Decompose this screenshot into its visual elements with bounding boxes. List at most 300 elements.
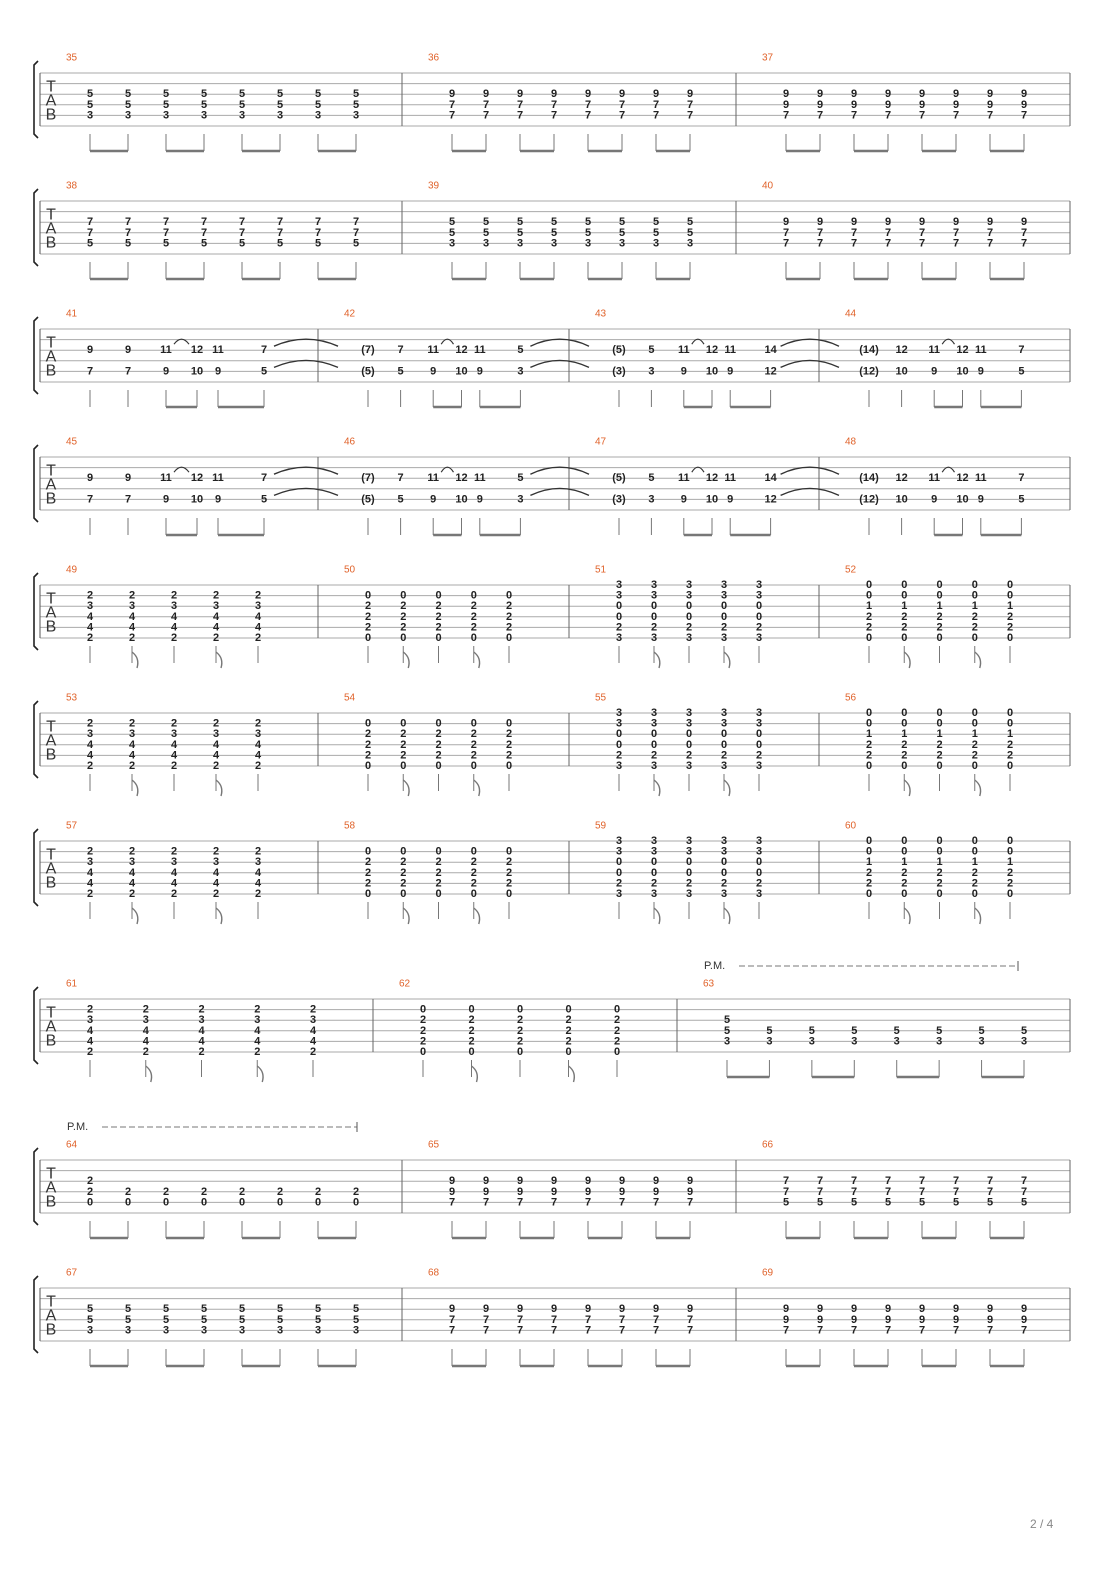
fret-number: 5 [618,226,626,239]
fret-number: 2 [254,1003,261,1016]
fret-number: 5 [238,88,246,101]
fret-number: 5 [550,216,558,229]
fret-number: 4 [254,866,262,879]
fret-number: 2 [128,632,136,644]
fret-number: 5 [686,226,694,239]
fret-number: 4 [142,1035,149,1048]
fret-number: 1 [865,600,873,613]
fret-number: 5 [276,237,284,250]
fret-number: 3 [936,1035,943,1048]
fret-number: 3 [550,237,558,250]
fret-number: 2 [400,856,407,869]
fret-number: 2 [124,1185,132,1198]
bar-number: 54 [344,692,356,704]
fret-number: 9 [884,1303,892,1316]
fret-number: 0 [936,835,943,847]
fret-number: 5 [1020,1024,1028,1037]
system-bracket [34,573,38,650]
fret-number: 3 [212,856,220,869]
fret-number: 5 [352,98,360,111]
fret-number: 7 [918,1175,926,1188]
fret-number: 7 [260,472,268,485]
fret-number: 7 [516,1196,524,1209]
fret-number: 3 [755,717,763,730]
fret-number: 3 [86,1324,94,1337]
fret-number: 3 [685,717,693,730]
tab-clef-letter: A [45,1307,57,1325]
fret-number: 0 [435,888,442,900]
tab-system [34,693,1070,797]
fret-number: 9 [1020,88,1028,101]
fret-number: 7 [952,237,960,250]
fret-number: 0 [865,717,873,730]
fret-number: 7 [516,98,524,111]
fret-number: 3 [162,1324,170,1337]
fret-number: 0 [613,1003,621,1016]
fret-number: 2 [505,728,513,741]
fret-number: 0 [470,845,477,858]
fret-number: 10 [190,493,204,506]
fret-number: 2 [470,856,477,869]
fret-number: 7 [686,109,694,122]
fret-number: 7 [550,1196,558,1209]
fret-number: 2 [516,1035,524,1048]
fret-number: 2 [435,610,442,623]
fret-number: 2 [400,866,407,879]
fret-number: 7 [816,1175,824,1188]
bar-number: 52 [845,564,857,576]
fret-number: 9 [550,1175,558,1188]
fret-number: 2 [212,589,220,602]
bar-number: 50 [344,564,356,576]
fret-number: 2 [936,610,943,623]
fret-number: 0 [615,728,623,741]
note-flag [132,652,138,668]
fret-number: 11 [212,472,224,485]
fret-number: 1 [971,600,978,613]
fret-number: 2 [936,738,943,751]
fret-number: 5 [124,88,132,101]
fret-number: 5 [584,216,592,229]
fret-number: 0 [865,707,873,719]
system-bracket [34,445,38,522]
fret-number: 2 [435,856,442,869]
fret-number: 0 [901,707,908,719]
fret-number: 5 [918,1196,926,1209]
fret-number: 2 [128,888,136,900]
fret-number: 2 [142,1046,149,1058]
bar-number: 65 [428,1139,440,1151]
fret-number: 5 [978,1024,985,1037]
fret-number: 4 [254,1035,261,1048]
fret-number: 3 [212,728,220,741]
fret-number: 7 [986,1175,994,1188]
bar-number: 45 [66,436,78,448]
fret-number: 4 [86,877,94,890]
fret-number: 7 [952,1324,960,1337]
fret-number: 5 [238,237,246,250]
fret-number: 9 [850,1303,858,1316]
fret-number: 3 [755,589,763,602]
note-flag [724,652,730,668]
fret-number: 3 [685,589,693,602]
fret-number: 9 [124,344,132,357]
fret-number: 7 [584,109,592,122]
fret-number: 3 [685,579,693,591]
tie [274,360,338,367]
fret-number: 9 [482,1175,490,1188]
fret-number: 7 [200,216,208,229]
fret-number: 7 [686,1196,694,1209]
fret-number: (12) [859,493,879,506]
fret-number: 11 [974,472,987,485]
fret-number: 0 [865,835,873,847]
fret-number: 0 [276,1196,284,1209]
fret-number: 7 [782,109,790,122]
fret-number: 9 [1020,1313,1028,1326]
palm-mute-label: P.M. [704,960,726,972]
fret-number: 4 [254,738,262,751]
fret-number: 0 [936,845,943,858]
fret-number: 7 [162,216,170,229]
fret-number: 3 [650,888,658,900]
fret-number: 2 [364,738,372,751]
fret-number: 5 [482,216,490,229]
fret-number: 3 [124,1324,132,1337]
fret-number: 5 [314,98,322,111]
fret-number: 7 [618,1324,626,1337]
fret-number: 11 [160,472,172,485]
fret-number: 9 [986,88,994,101]
fret-number: 7 [516,1324,524,1337]
tab-clef-letter: B [45,1032,57,1050]
fret-number: 5 [314,1313,322,1326]
fret-number: 7 [1020,1175,1028,1188]
fret-number: 4 [254,621,262,634]
fret-number: 9 [952,216,960,229]
fret-number: 0 [470,717,477,730]
note-flag [474,908,480,924]
fret-number: 0 [505,589,513,602]
system-bracket [34,987,38,1064]
fret-number: 0 [615,610,623,623]
tab-system [34,437,1070,536]
fret-number: 9 [448,1303,456,1316]
bar-number: 51 [595,564,607,576]
bar-number: 66 [762,1139,774,1151]
fret-number: 5 [516,216,524,229]
fret-number: 7 [884,1175,892,1188]
fret-number: 2 [435,866,442,879]
tab-clef-letter: A [45,220,57,238]
fret-number: 0 [720,600,728,613]
fret-number: 9 [952,98,960,111]
fret-number: 4 [170,610,178,623]
fret-number: 7 [884,1185,892,1198]
fret-number: 0 [1006,589,1014,602]
fret-number: 1 [936,856,943,869]
fret-number: 7 [584,1324,592,1337]
fret-number: 4 [86,1035,94,1048]
fret-number: 2 [505,877,513,890]
fret-number: 9 [516,1175,524,1188]
fret-number: 3 [448,237,456,250]
fret-number: 3 [212,600,220,613]
fret-number: 9 [618,88,626,101]
note-flag [474,652,480,668]
fret-number: 9 [727,493,734,506]
fret-number: 7 [782,1185,790,1198]
fret-number: 9 [584,1185,592,1198]
fret-number: 3 [352,1324,360,1337]
fret-number: 1 [901,600,908,613]
bar-number: 38 [66,180,78,192]
fret-number: (5) [361,493,375,506]
fret-number: 7 [550,1313,558,1326]
fret-number: 0 [685,738,693,751]
bar-number: 35 [66,52,78,64]
fret-number: 0 [468,1003,475,1016]
fret-number: 0 [516,1046,524,1058]
note-flag [132,780,138,796]
fret-number: 2 [505,600,513,613]
note-flag [474,780,480,796]
fret-number: 5 [86,1313,94,1326]
tab-clef-letter: T [46,1165,56,1183]
fret-number: 9 [430,365,437,378]
fret-number: 0 [615,600,623,613]
fret-number: 7 [124,216,132,229]
fret-number: 0 [971,760,978,772]
note-flag [904,652,910,668]
fret-number: 0 [685,856,693,869]
note-flag [975,780,981,796]
fret-number: 10 [956,493,969,506]
fret-number: 2 [470,738,477,751]
fret-number: 9 [652,1175,660,1188]
fret-number: 7 [816,237,824,250]
fret-number: 3 [314,1324,322,1337]
note-flag [216,908,222,924]
fret-number: 2 [419,1014,427,1027]
fret-number: 7 [652,109,660,122]
fret-number: 9 [584,88,592,101]
fret-number: 2 [254,589,262,602]
fret-number: 0 [352,1196,360,1209]
fret-number: 0 [901,589,908,602]
fret-number: 9 [816,88,824,101]
fret-number: 5 [162,1313,170,1326]
fret-number: 7 [986,109,994,122]
fret-number: 0 [162,1196,170,1209]
note-flag [569,1066,575,1082]
fret-number: 2 [470,866,477,879]
fret-number: 2 [435,600,442,613]
bar-number: 67 [66,1267,78,1279]
fret-number: 7 [516,109,524,122]
fret-number: 9 [918,1303,926,1316]
tab-clef-letter: A [45,1179,57,1197]
tab-clef-letter: A [45,604,57,622]
fret-number: 5 [648,344,655,357]
tab-clef-letter: B [45,490,57,508]
fret-number: 7 [550,109,558,122]
fret-number: 3 [648,365,655,378]
fret-number: 5 [782,1196,790,1209]
tie [781,339,839,346]
fret-number: 2 [865,866,873,879]
fret-number: 3 [615,835,623,847]
fret-number: 9 [516,1303,524,1316]
bar-number: 46 [344,436,356,448]
fret-number: 3 [482,237,490,250]
fret-number: 0 [400,845,407,858]
fret-number: 3 [650,760,658,772]
fret-number: 0 [364,632,372,644]
tab-clef-letter: A [45,860,57,878]
fret-number: 2 [565,1035,572,1048]
fret-number: 7 [850,1324,858,1337]
fret-number: 2 [470,877,477,890]
fret-number: 7 [652,98,660,111]
fret-number: 7 [952,1175,960,1188]
fret-number: 9 [952,1313,960,1326]
fret-number: 0 [1006,888,1014,900]
fret-number: 3 [314,109,322,122]
fret-number: 3 [1020,1035,1028,1048]
fret-number: 0 [901,888,908,900]
fret-number: 9 [816,1303,824,1316]
fret-number: 12 [455,344,468,357]
fret-number: 0 [419,1046,427,1058]
bar-number: 63 [703,978,715,990]
fret-number: 0 [505,632,513,644]
fret-number: 3 [685,760,693,772]
tab-clef-letter: T [46,334,56,352]
fret-number: 2 [86,1003,94,1016]
fret-number: 7 [86,216,94,229]
fret-number: 0 [124,1196,132,1209]
fret-number: 5 [200,237,208,250]
fret-number: 3 [615,579,623,591]
fret-number: 2 [650,621,658,634]
bar-number: 64 [66,1139,78,1151]
fret-number: 5 [550,226,558,239]
fret-number: 4 [128,749,136,762]
fret-number: 7 [448,1324,456,1337]
fret-number: 7 [352,216,360,229]
fret-number: 9 [652,1185,660,1198]
fret-number: 11 [974,344,987,357]
fret-number: 7 [986,1324,994,1337]
fret-number: 7 [314,216,322,229]
fret-number: 0 [364,845,372,858]
fret-number: 4 [170,866,178,879]
fret-number: 7 [952,109,960,122]
tab-clef-letter: T [46,1004,56,1022]
fret-number: 5 [952,1196,960,1209]
fret-number: 5 [314,88,322,101]
fret-number: 0 [86,1196,94,1209]
bar-number: 57 [66,820,78,832]
fret-number: 7 [816,1185,824,1198]
fret-number: 12 [190,472,204,485]
tab-clef-letter: T [46,846,56,864]
bar-number: 60 [845,820,857,832]
fret-number: 3 [254,600,262,613]
fret-number: 9 [816,216,824,229]
fret-number: 2 [971,749,978,762]
tab-clef-letter: T [46,206,56,224]
fret-number: 5 [238,1303,246,1316]
fret-number: 2 [352,1185,360,1198]
fret-number: 2 [276,1185,284,1198]
fret-number: 12 [956,344,969,357]
fret-number: 2 [400,621,407,634]
fret-number: 2 [435,877,442,890]
fret-number: 5 [276,1313,284,1326]
fret-number: 4 [86,621,94,634]
tab-clef-letter: A [45,476,57,494]
fret-number: 0 [685,728,693,741]
fret-number: 7 [918,1324,926,1337]
fret-number: 2 [212,845,220,858]
fret-number: 9 [86,472,94,485]
fret-number: 3 [720,845,728,858]
fret-number: 2 [505,621,513,634]
fret-number: 2 [170,888,178,900]
fret-number: 2 [400,749,407,762]
tab-clef-letter: A [45,92,57,110]
fret-number: 4 [86,866,94,879]
fret-number: 2 [400,738,407,751]
page-number: 2 / 4 [1030,1517,1054,1531]
tab-clef-letter: B [45,234,57,252]
fret-number: 7 [884,1324,892,1337]
fret-number: 9 [816,1313,824,1326]
fret-number: 7 [986,237,994,250]
fret-number: 5 [397,493,404,506]
fret-number: (14) [859,344,879,357]
note-flag [975,908,981,924]
tie [530,360,589,367]
fret-number: 2 [400,600,407,613]
fret-number: 2 [505,866,513,879]
fret-number: 3 [755,835,763,847]
fret-number: 12 [895,344,908,357]
fret-number: 3 [685,632,693,644]
fret-number: 3 [685,888,693,900]
fret-number: 2 [128,845,136,858]
fret-number: 9 [482,1303,490,1316]
fret-number: 7 [782,1324,790,1337]
fret-number: 5 [448,216,456,229]
fret-number: 9 [162,493,170,506]
fret-number: 9 [476,493,483,506]
fret-number: 5 [1018,493,1025,506]
fret-number: 0 [971,717,978,730]
system-bracket [34,61,38,138]
system-bracket [34,1276,38,1353]
fret-number: 3 [309,1014,317,1027]
fret-number: 3 [618,237,626,250]
fret-number: 3 [755,760,763,772]
fret-number: 4 [86,738,94,751]
bar-number: 69 [762,1267,774,1279]
fret-number: 3 [648,493,655,506]
fret-number: 9 [448,1185,456,1198]
fret-number: 9 [1020,98,1028,111]
